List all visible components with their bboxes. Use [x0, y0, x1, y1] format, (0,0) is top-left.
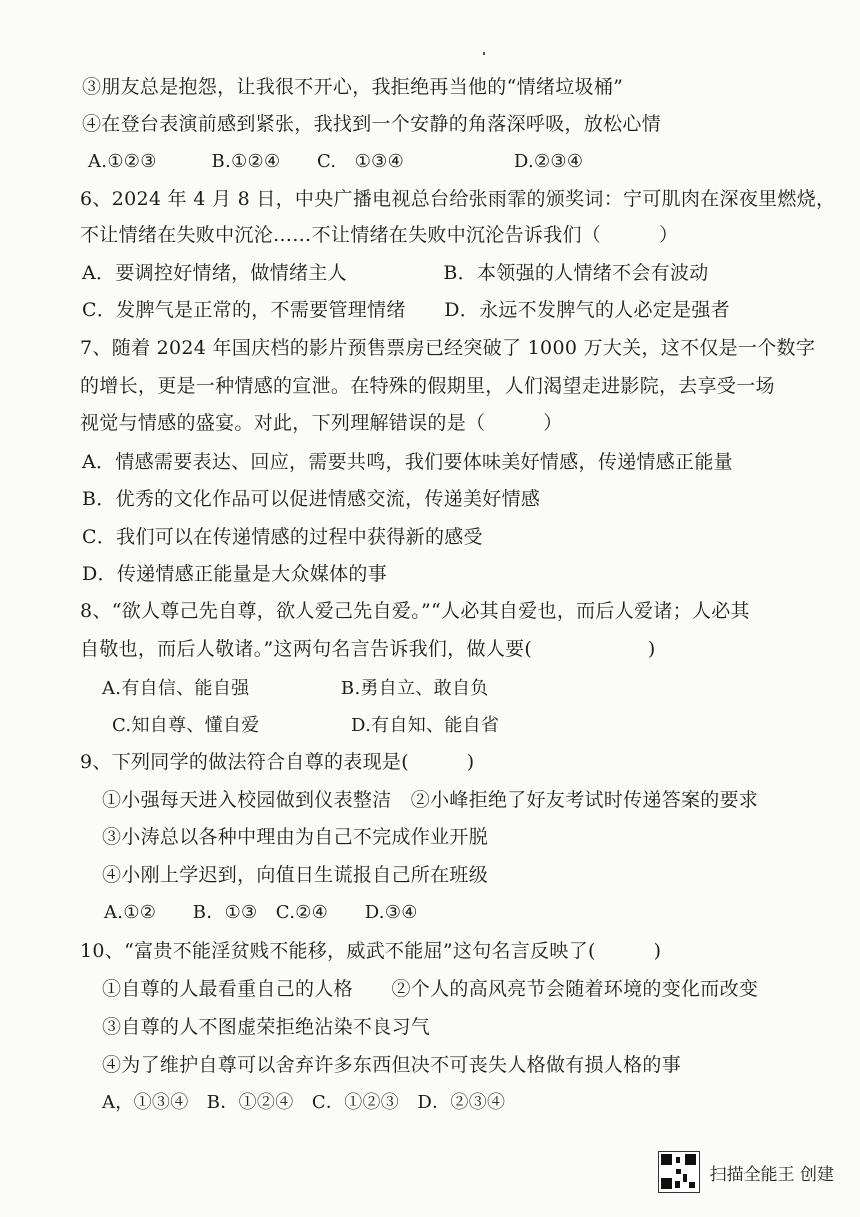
question-6-choices-ab: A．要调控好情绪，做情绪主人 B．本领强的人情绪不会有波动 [82, 262, 709, 284]
question-9-stem: 9、下列同学的做法符合自尊的表现是( ) [80, 751, 475, 773]
question-7-choice-d: D．传递情感正能量是大众媒体的事 [82, 563, 388, 585]
question-9-items-1-2: ①小强每天进入校园做到仪表整洁 ②小峰拒绝了好友考试时传递答案的要求 [102, 789, 759, 811]
scanner-label: 扫描全能王 创建 [709, 1164, 834, 1185]
question-7-stem-line-1: 7、随着 2024 年国庆档的影片预售票房已经突破了 1000 万大关，这不仅是一个数字 [80, 337, 816, 359]
question-7-choice-c: C．我们可以在传递情感的过程中获得新的感受 [82, 526, 483, 548]
question-8-choices-ab: A.有自信、能自强 B.勇自立、敢自负 [102, 678, 489, 699]
question-6-stem-line-1: 6、2024 年 4 月 8 日，中央广播电视总台给张雨霏的颁奖词：宁可肌肉在深夜里燃烧， [80, 188, 836, 210]
question-8-stem-line-1: 8、“欲人尊己先自尊，欲人爱己先自爱。”“人必其自爱也，而后人爱诸；人必其 [80, 600, 750, 622]
question-6-choices-cd: C．发脾气是正常的，不需要管理情绪 D．永远不发脾气的人必定是强者 [82, 299, 730, 321]
question-7-stem-line-2: 的增长，更是一种情感的宣泄。在特殊的假期里，人们渴望走进影院，去享受一场 [80, 375, 775, 397]
question-10-items-1-2: ①自尊的人最看重自己的人格 ②个人的高风亮节会随着环境的变化而改变 [102, 978, 759, 1000]
question-8-stem-line-2: 自敬也，而后人敬诸。”这两句名言告诉我们，做人要( ) [80, 638, 656, 660]
question-7-choice-b: B．优秀的文化作品可以促进情感交流，传递美好情感 [82, 488, 541, 510]
question-6-stem-line-2: 不让情绪在失败中沉沦……不让情绪在失败中沉沦告诉我们（ ） [80, 224, 679, 246]
question-10-stem: 10、“富贵不能淫贫贱不能移，威武不能屈”这句名言反映了( ) [80, 940, 662, 962]
question-5-option-3: ③朋友总是抱怨，让我很不开心，我拒绝再当他的“情绪垃圾桶” [82, 76, 624, 98]
question-10-item-3: ③自尊的人不图虚荣拒绝沾染不良习气 [102, 1016, 431, 1038]
question-7-choice-a: A．情感需要表达、回应，需要共鸣，我们要体味美好情感，传递情感正能量 [82, 451, 733, 473]
scanner-watermark [658, 1151, 834, 1193]
qr-code-icon [658, 1151, 700, 1193]
question-5-choices: A.①②③ B.①②④ C. ①③④ D.②③④ [88, 151, 584, 172]
question-10-item-4: ④为了维护自尊可以舍弃许多东西但决不可丧失人格做有损人格的事 [102, 1054, 682, 1076]
question-7-stem-line-3: 视觉与情感的盛宴。对此，下列理解错误的是（ ） [80, 412, 563, 434]
question-9-choices: A.①② B．①③ C.②④ D.③④ [104, 902, 418, 923]
question-9-item-3: ③小涛总以各种中理由为自己不完成作业开脱 [102, 826, 489, 848]
question-5-option-4: ④在登台表演前感到紧张，我找到一个安静的角落深呼吸，放松心情 [82, 113, 662, 135]
scan-speck [483, 52, 485, 55]
question-9-item-4: ④小刚上学迟到，向值日生谎报自己所在班级 [102, 864, 489, 886]
question-10-choices: A，①③④ B．①②④ C．①②③ D．②③④ [102, 1092, 506, 1113]
question-8-choices-cd: C.知自尊、懂自爱 D.有自知、能自省 [112, 715, 500, 736]
